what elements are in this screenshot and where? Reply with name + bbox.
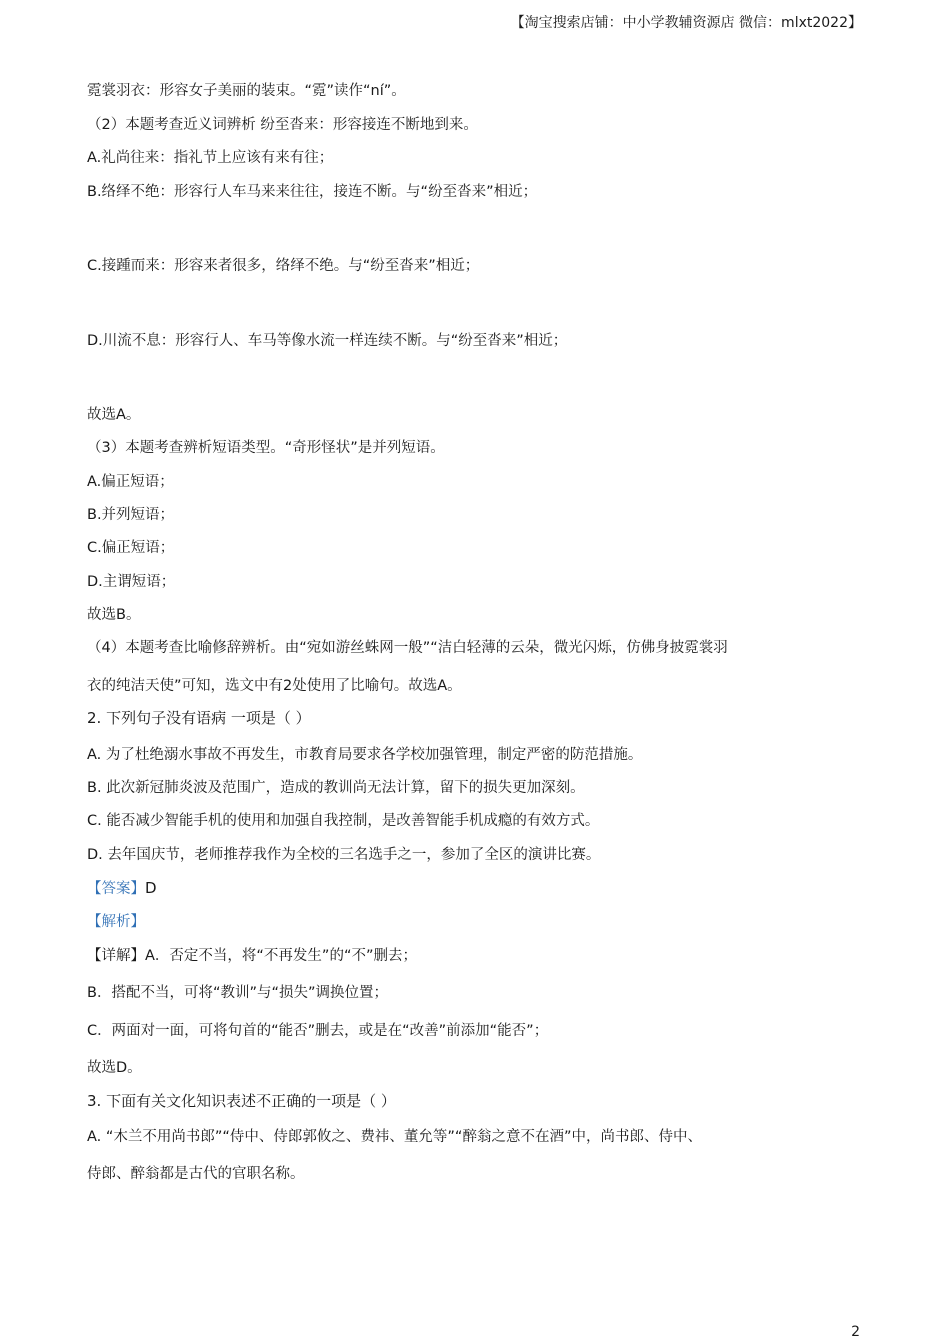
question-3-option-a: A. “木兰不用尚书郎”“侍中、侍郎郭攸之、费祎、董允等”“醉翁之意不在酒”中，尚书郎、侍中、	[87, 1129, 702, 1145]
detail-line: 【详解】A．否定不当，将“不再发生”的“不”删去；	[87, 948, 417, 964]
text-line: C.偏正短语；	[87, 540, 175, 556]
question-2-option-c: C. 能否减少智能手机的使用和加强自我控制，是改善智能手机成瘾的有效方式。	[87, 813, 600, 829]
question-2-option-a: A. 为了杜绝溺水事故不再发生，市教育局要求各学校加强管理，制定严密的防范措施。	[87, 747, 643, 763]
text-line: 故选A。	[87, 407, 141, 423]
analysis-label: 【解析】	[87, 914, 145, 930]
text-line: 霓裳羽衣：形容女子美丽的装束。“霓”读作“ní”。	[87, 83, 406, 99]
text-line: 故选B。	[87, 607, 141, 623]
detail-line: B．搭配不当，可将“教训”与“损失”调换位置；	[87, 985, 388, 1001]
text-line: 衣的纯洁天使”可知，选文中有2处使用了比喻句。故选A。	[87, 678, 462, 694]
text-line: A.礼尚往来：指礼节上应该有来有往；	[87, 150, 334, 166]
text-line: （4）本题考查比喻修辞辨析。由“宛如游丝蛛网一般”“洁白轻薄的云朵，微光闪烁，仿佛身披霓裳羽	[87, 640, 728, 656]
question-2-stem: 2. 下列句子没有语病 一项是（ ）	[87, 709, 311, 727]
text-line: A.偏正短语；	[87, 474, 174, 490]
question-3-stem: 3. 下面有关文化知识表述不正确的一项是（ ）	[87, 1092, 396, 1110]
text-line: B.并列短语；	[87, 507, 175, 523]
answer-line	[87, 878, 157, 899]
question-2-option-b: B. 此次新冠肺炎波及范围广，造成的教训尚无法计算，留下的损失更加深刻。	[87, 780, 585, 796]
answer-value: D	[145, 879, 157, 897]
page-header: 【淘宝搜索店铺：中小学教辅资源店 微信：mlxt2022】	[510, 15, 862, 31]
question-2-option-d: D. 去年国庆节，老师推荐我作为全校的三名选手之一，参加了全区的演讲比赛。	[87, 847, 601, 863]
text-line: C.接踵而来：形容来者很多，络绎不绝。与“纷至沓来”相近；	[87, 258, 480, 274]
detail-line: C．两面对一面，可将句首的“能否”删去，或是在“改善”前添加“能否”；	[87, 1023, 549, 1039]
text-line: （2）本题考查近义词辨析 纷至沓来：形容接连不断地到来。	[87, 117, 478, 133]
text-line: （3）本题考查辨析短语类型。“奇形怪状”是并列短语。	[87, 440, 445, 456]
question-3-option-a-cont: 侍郎、醉翁都是古代的官职名称。	[87, 1166, 305, 1182]
text-line: B.络绎不绝：形容行人车马来来往往，接连不断。与“纷至沓来”相近；	[87, 184, 538, 200]
page-number: 2	[851, 1324, 860, 1340]
text-line: D.主谓短语；	[87, 574, 176, 590]
text-line: D.川流不息：形容行人、车马等像水流一样连续不断。与“纷至沓来”相近；	[87, 333, 568, 349]
answer-label: 【答案】	[87, 881, 145, 897]
detail-line: 故选D。	[87, 1060, 142, 1076]
